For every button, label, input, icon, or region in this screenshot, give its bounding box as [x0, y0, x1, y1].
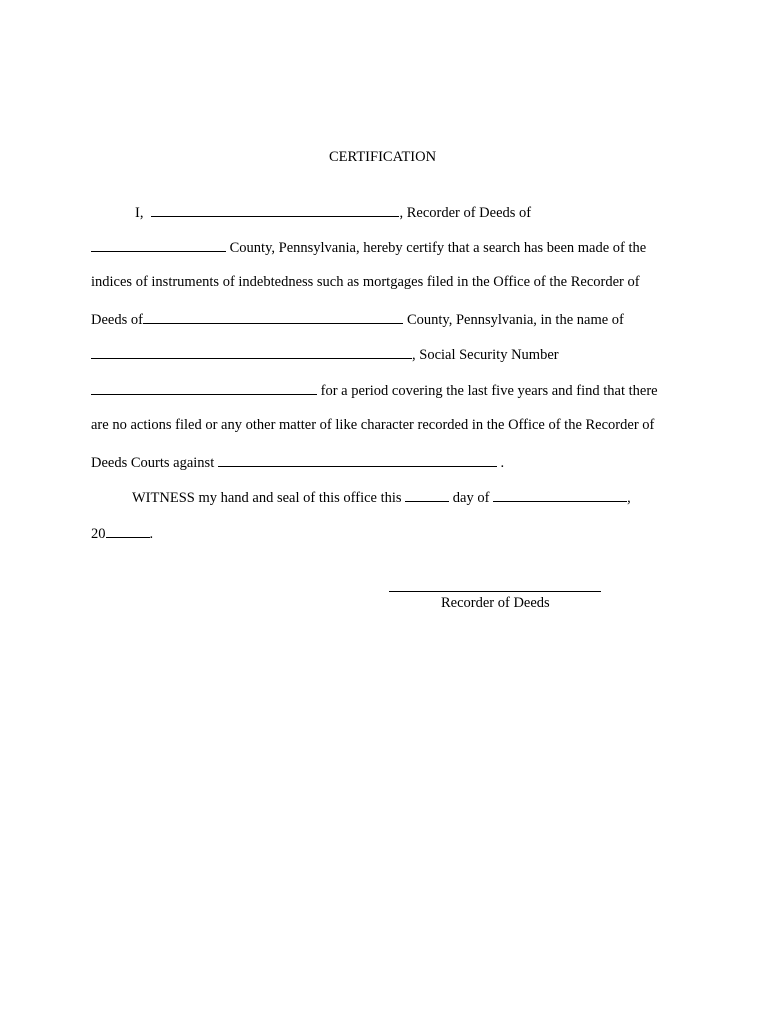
line9-text-after: ,	[627, 490, 631, 506]
paragraph-line-3: indices of instruments of indebtedness such as mortgages filed in the Office of the Recorder of	[91, 274, 640, 290]
paragraph-line-8	[91, 452, 504, 472]
line4-text-before: Deeds of	[91, 312, 143, 328]
document-title: CERTIFICATION	[329, 149, 437, 165]
signature-label: Recorder of Deeds	[441, 595, 550, 611]
paragraph-line-10	[91, 523, 153, 543]
line1-text-before: I,	[135, 205, 144, 221]
paragraph-line-7: are no actions filed or any other matter of like character recorded in the Office of the Recorder of	[91, 417, 655, 433]
line1-text-after: , Recorder of Deeds of	[399, 205, 532, 221]
month-field[interactable]	[493, 487, 627, 502]
paragraph-line-5	[91, 344, 559, 364]
line10-text-after: .	[149, 526, 154, 542]
name-field[interactable]	[91, 344, 412, 359]
deeds-county-field[interactable]	[143, 309, 403, 324]
social-security-number-field[interactable]	[91, 380, 317, 395]
line8-text-before: Deeds Courts against	[91, 455, 215, 471]
county-field[interactable]	[91, 237, 226, 252]
signature-line[interactable]	[389, 591, 601, 592]
courts-against-field[interactable]	[218, 452, 497, 467]
line9-text-before: WITNESS my hand and seal of this office this	[132, 490, 402, 506]
line2-text-after: County, Pennsylvania, hereby certify that a search has been made of the	[229, 240, 647, 256]
line6-text-after: for a period covering the last five years and find that there	[320, 383, 658, 399]
day-field[interactable]	[405, 487, 449, 502]
line10-text-before: 20	[91, 526, 106, 542]
paragraph-line-1	[135, 202, 531, 222]
line8-text-after: .	[500, 455, 505, 471]
line4-text-after: County, Pennsylvania, in the name of	[406, 312, 624, 328]
line5-text-after: , Social Security Number	[412, 347, 559, 363]
paragraph-line-6	[91, 380, 658, 400]
paragraph-line-2	[91, 237, 646, 257]
year-field[interactable]	[106, 523, 150, 538]
paragraph-line-9	[132, 487, 631, 507]
paragraph-line-4	[91, 309, 624, 329]
recorder-name-field[interactable]	[151, 202, 399, 217]
line9-text-middle: day of	[452, 490, 490, 506]
